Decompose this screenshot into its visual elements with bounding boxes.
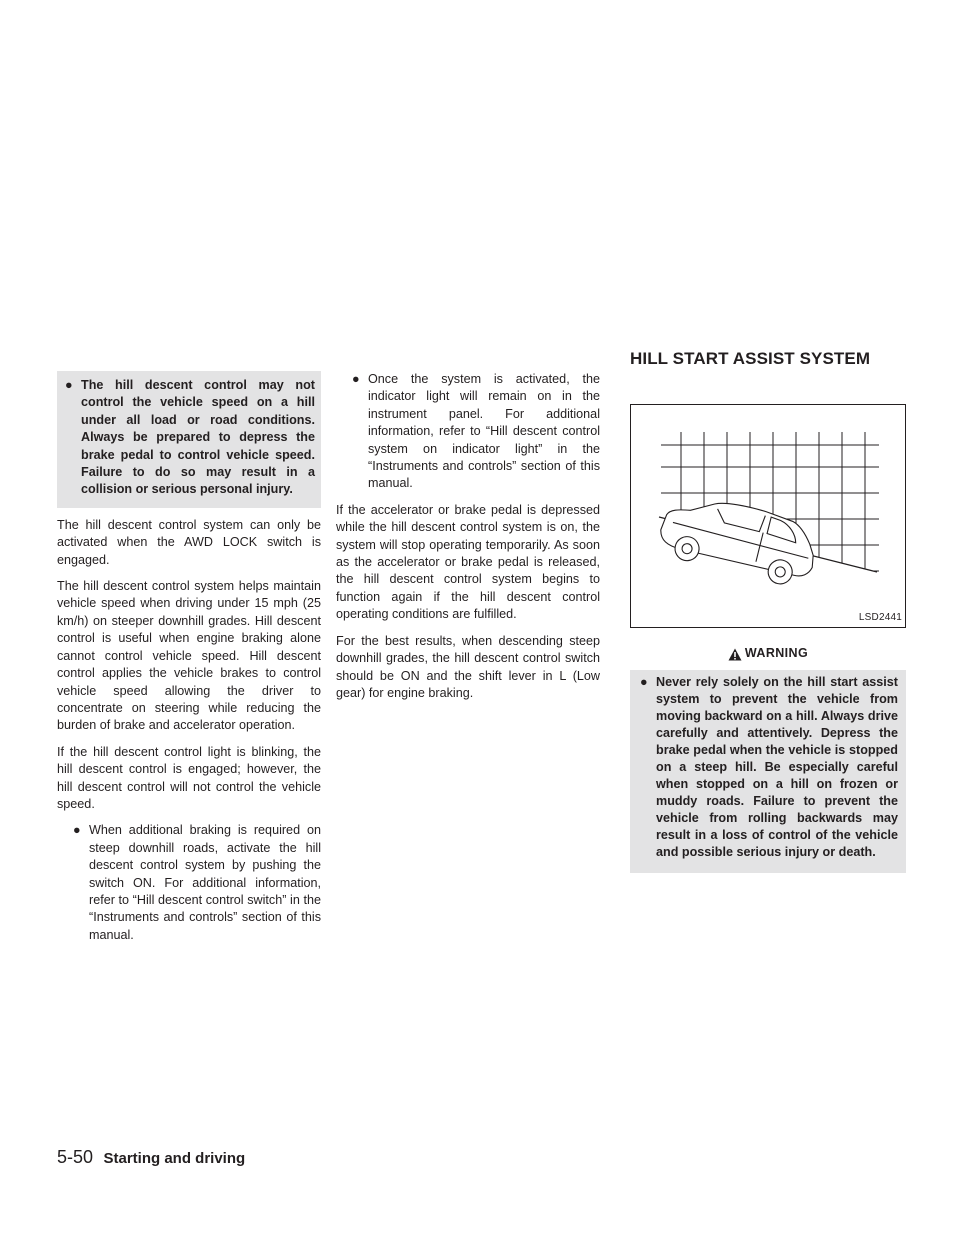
warning-box	[630, 670, 906, 873]
column-left	[57, 371, 321, 944]
paragraph: The hill descent control system can only be activated when the AWD LOCK switch is engaged.	[57, 517, 321, 567]
paragraph: If the hill descent control light is blinking, the hill descent control is engaged; however, the hill descent control will not control the vehicle speed.	[57, 744, 321, 811]
warning-triangle-icon	[728, 648, 742, 661]
bullet-icon: ●	[640, 675, 648, 689]
column-right	[630, 404, 906, 873]
page-footer	[57, 1147, 245, 1168]
page-number: 5-50	[57, 1147, 94, 1167]
list-item	[350, 371, 600, 493]
bullet-icon: ●	[65, 378, 73, 392]
warning-bullet	[638, 674, 898, 861]
warning-title-text: WARNING	[744, 646, 809, 661]
figure-code: LSD2441	[858, 611, 902, 623]
paragraph: If the accelerator or brake pedal is depressed while the hill descent control system is on, the system will stop operating temporarily. As soon as the accelerator or brake pedal is released, the hill descent control system begins to function again if the hill descent control operating conditions are fulfilled.	[336, 502, 600, 622]
paragraph: The hill descent control system helps maintain vehicle speed when driving under 15 mph (25 km/h) on steeper downhill grades. Hill descent control is useful when engine braking alone cannot control vehicle speed. Hill descent control applies the vehicle brakes to control vehicle speed allowing the driver to concentrate on steering while reducing the burden of brake and accelerator operation.	[57, 579, 321, 733]
caution-bullet	[63, 377, 315, 499]
warning-text: Never rely solely on the hill start assist system to prevent the vehicle from moving backward on a hill. Always drive carefully and attentively. Depress the brake pedal when the vehicle is stopped on a steep hill. Be especially careful when stopped on a hill on frozen or muddy roads. Failure to prevent the vehicle from rolling backwards may result in a loss of control of the vehicle and possible serious injury or death.	[656, 675, 898, 859]
grid-vehicle-drawing	[631, 405, 905, 627]
paragraph: For the best results, when descending steep downhill grades, the hill descent control switch should be ON and the shift lever in L (Low gear) for engine braking.	[336, 633, 600, 700]
chapter-title: Starting and driving	[103, 1150, 246, 1167]
caution-box	[57, 371, 321, 508]
list-item-text: When additional braking is required on steep downhill roads, activate the hill descent control system by pushing the switch ON. For additional information, refer to “Hill descent control switch” in the “Instruments and controls” section of this manual.	[89, 823, 321, 942]
section-heading: HILL START ASSIST SYSTEM	[630, 349, 871, 368]
warning-title	[630, 643, 906, 665]
list-item-text: Once the system is activated, the indicator light will remain on in the instrument panel. For additional information, refer to “Hill descent control system on indicator light” in the “Instruments and controls” section of this manual.	[368, 372, 600, 491]
caution-text: The hill descent control may not control the vehicle speed on a hill under all load or road conditions. Always be prepared to depress the brake pedal to control vehicle speed. Failure to do so may result in a collision or serious personal injury.	[81, 378, 315, 497]
hill-vehicle-illustration	[630, 404, 906, 628]
bullet-icon: ●	[352, 372, 360, 386]
list-item	[71, 822, 321, 944]
column-middle	[336, 371, 600, 711]
bullet-icon: ●	[73, 823, 81, 838]
